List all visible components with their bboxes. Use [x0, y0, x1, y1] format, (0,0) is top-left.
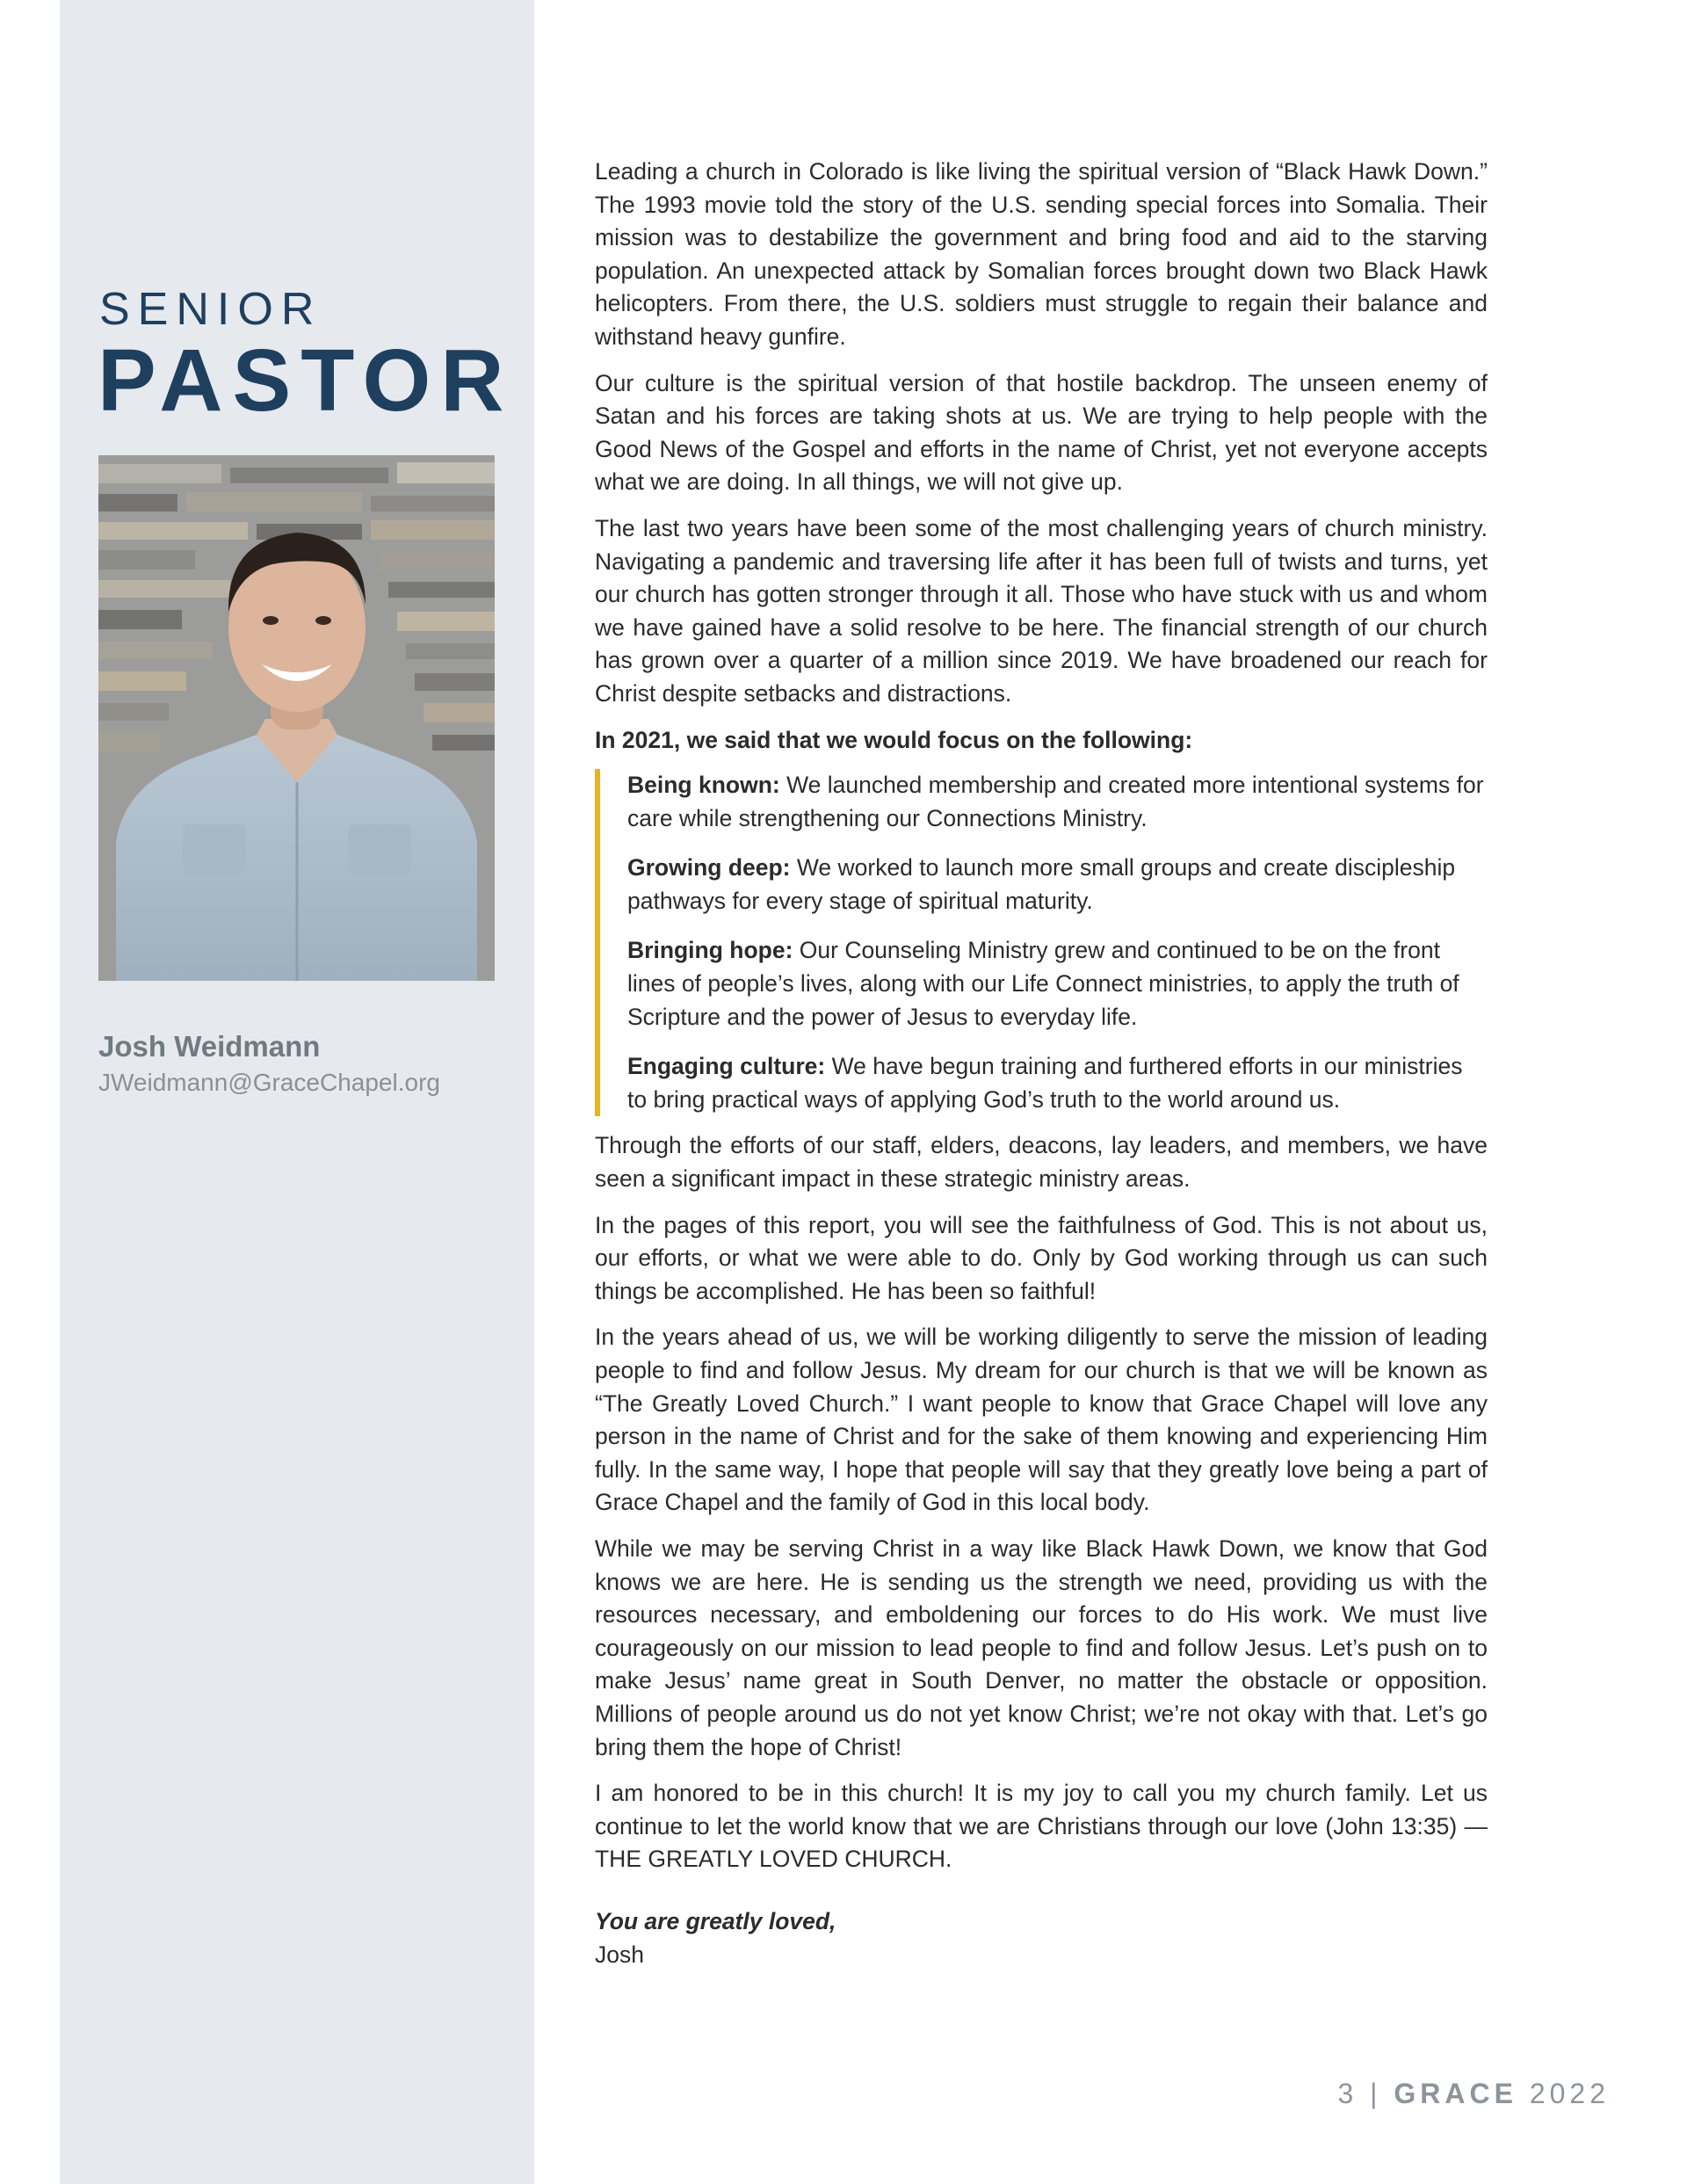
article-paragraph: The last two years have been some of the most challenging years of church ministry. Navigating a pandemic and traversing life after it has been full of twists and turns, yet our church has gotten stronger through it all. Those who have stuck with us and whom we have gained have a solid resolve to be here. The financial strength of our church has grown over a quarter of a million since 2019. We have broadened our reach for Christ despite setbacks and distractions. [595, 514, 1488, 707]
focus-item-text: We have begun training and furthered efforts in our ministries to bring practical ways of applying God’s truth to the world around us. [627, 1053, 1463, 1113]
focus-item-text: We worked to launch more small groups and create discipleship pathways for every stage of spiritual maturity. [627, 854, 1456, 914]
article-paragraph: Our culture is the spiritual version of that hostile backdrop. The unseen enemy of Satan and his forces are taking shots at us. We are trying to help people with the Good News of the Gospel and efforts in the name of Christ, yet not everyone accepts what we are doing. In all things, we will not give up. [595, 369, 1488, 496]
section-title-senior: SENIOR [99, 284, 322, 335]
focus-item-label: Bringing hope: [627, 937, 793, 964]
signoff [595, 1905, 1488, 1971]
focus-item-label: Engaging culture: [627, 1053, 826, 1080]
focus-item-text: Our Counseling Ministry grew and continued to be on the front lines of people’s lives, along with our Life Connect ministries, to apply the truth of Scripture and the power of Jesus to everyday life. [627, 937, 1459, 1030]
focus-list [595, 769, 1488, 1116]
pastor-portrait-icon [98, 455, 495, 981]
page-footer [1337, 2078, 1610, 2110]
focus-item-label: Growing deep: [627, 854, 791, 882]
footer-year: 2022 [1529, 2078, 1610, 2109]
focus-item-engaging-culture [627, 1050, 1488, 1116]
focus-intro: In 2021, we said that we would focus on the following: [595, 726, 1193, 753]
page-number: 3 [1337, 2078, 1358, 2109]
closing-line: You are greatly loved, [595, 1907, 836, 1934]
section-title-pastor: PASTOR [98, 331, 514, 430]
footer-separator: | [1370, 2078, 1382, 2109]
pastor-name: Josh Weidmann [98, 1030, 321, 1063]
focus-item-label: Being known: [627, 772, 780, 799]
pastor-email-link[interactable]: JWeidmann@GraceChapel.org [98, 1069, 440, 1096]
article-paragraph: I am honored to be in this church! It is my joy to call you my church family. Let us continue to let the world know that we are Christians through our love (John 13:35) — THE GREATLY LOVED CHURCH. [595, 1780, 1488, 1873]
focus-item-being-known [627, 769, 1488, 835]
article-body [595, 156, 1488, 1971]
footer-brand: GRACE [1394, 2078, 1517, 2109]
article-paragraph: In the pages of this report, you will see the faithfulness of God. This is not about us, our efforts, or what we were able to do. Only by God working through us can such things be accomplished. He has been so faithful! [595, 1211, 1488, 1304]
focus-item-text: We launched membership and created more intentional systems for care while strengthening our Connections Ministry. [627, 772, 1484, 831]
focus-item-growing-deep [627, 852, 1488, 918]
article-paragraph: Leading a church in Colorado is like living the spiritual version of “Black Hawk Down.” The 1993 movie told the story of the U.S. sending special forces into Somalia. Their mission was to destabilize the government and bring food and aid to the starving population. An unexpected attack by Somalian forces brought down two Black Hawk helicopters. From there, the U.S. soldiers must struggle to regain their balance and withstand heavy gunfire. [595, 158, 1488, 350]
article-paragraph: While we may be serving Christ in a way like Black Hawk Down, we know that God knows we are here. He is sending us the strength we need, providing us with the resources necessary, and emboldening our forces to do His work. We must live courageously on our mission to lead people to find and follow Jesus. Let’s push on to make Jesus’ name great in South Denver, no matter the obstacle or opposition. Millions of people around us do not yet know Christ; we’re not okay with that. Let’s go bring them the hope of Christ! [595, 1535, 1488, 1760]
article-paragraph: In the years ahead of us, we will be working diligently to serve the mission of leading people to find and follow Jesus. My dream for our church is that we will be known as “The Greatly Loved Church.” I want people to know that Grace Chapel will love any person in the name of Christ and for the sake of them knowing and experiencing Him fully. In the same way, I hope that people will say that they greatly love being a part of Grace Chapel and the family of God in this local body. [595, 1324, 1488, 1516]
focus-item-bringing-hope [627, 934, 1488, 1034]
signature: Josh [595, 1941, 644, 1968]
pastor-portrait-photo [98, 455, 495, 981]
article-paragraph: Through the efforts of our staff, elders, deacons, lay leaders, and members, we have seen a significant impact in these strategic ministry areas. [595, 1132, 1488, 1193]
